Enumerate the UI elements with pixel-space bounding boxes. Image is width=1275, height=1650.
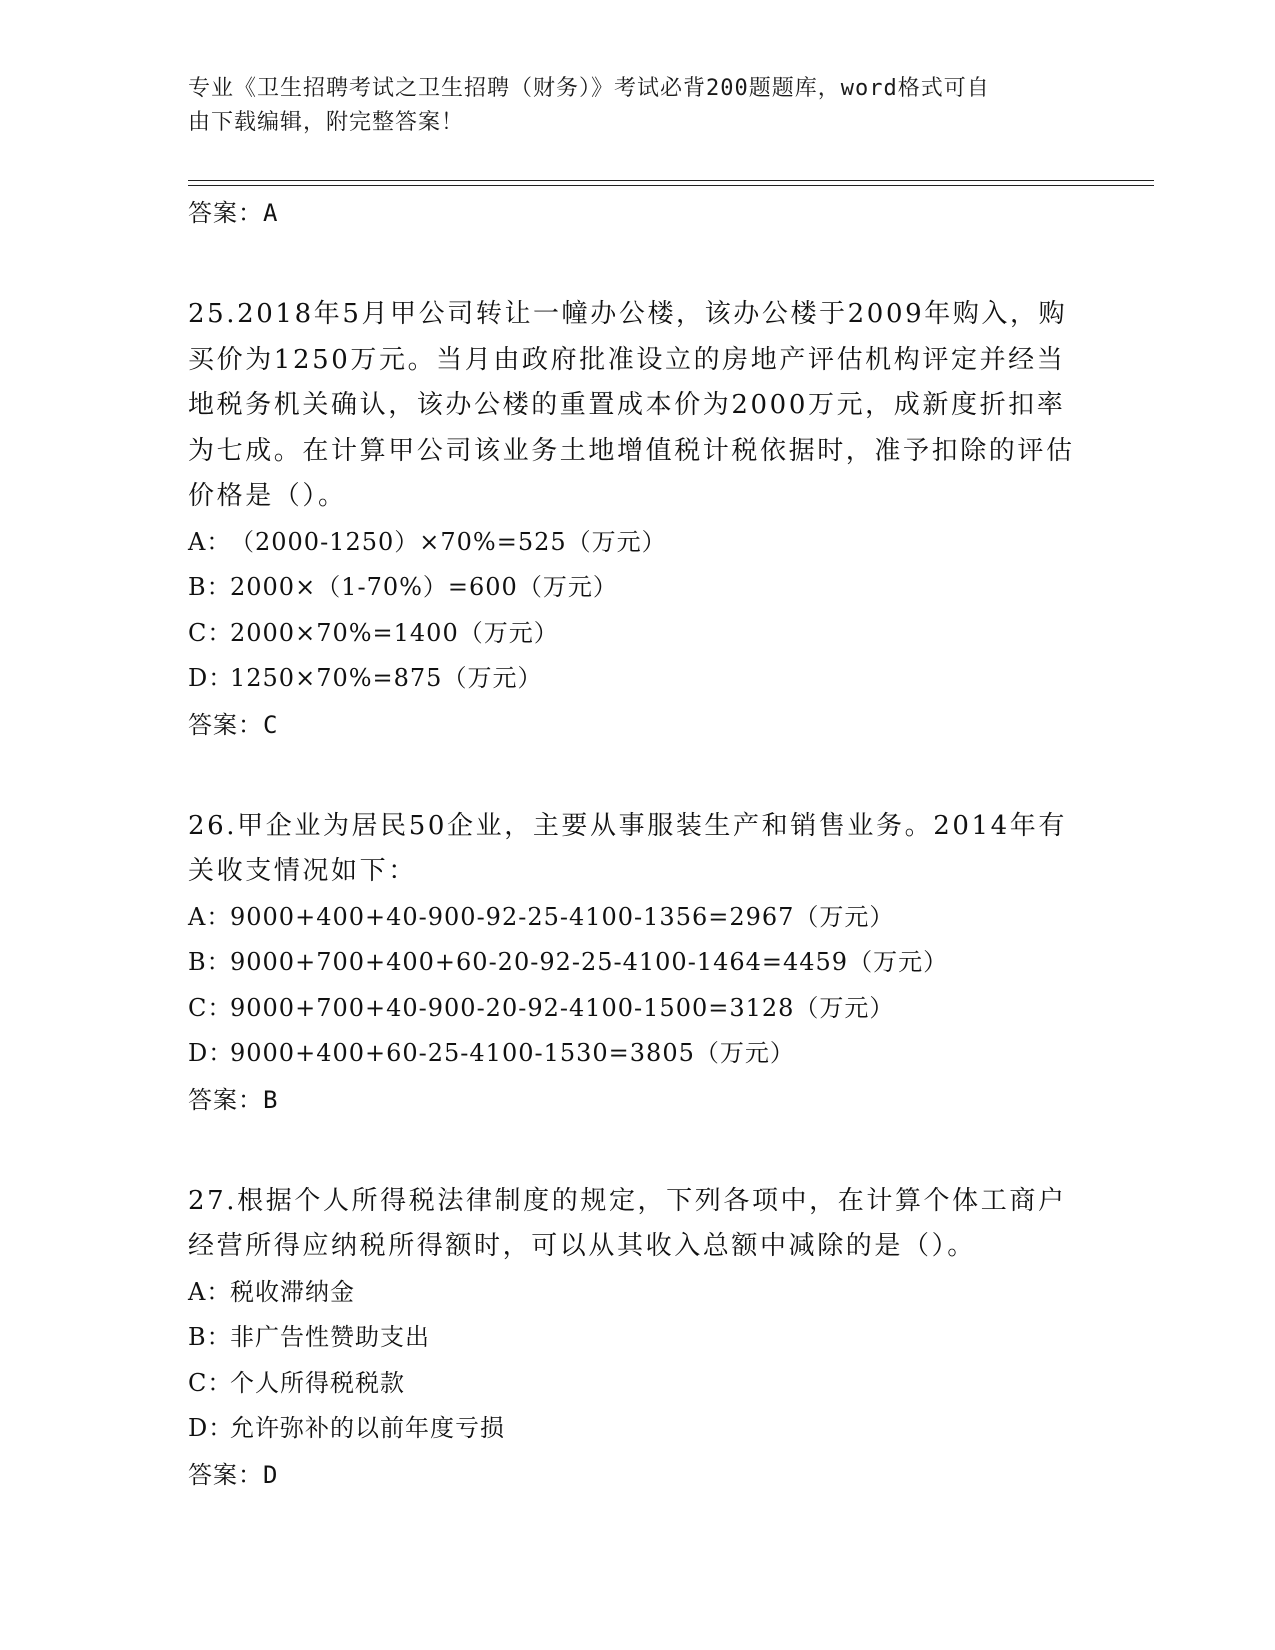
- option-letter: C：: [188, 1368, 233, 1397]
- option-d: [188, 1031, 1088, 1077]
- answer-line: 答案：B: [188, 1085, 279, 1114]
- option-d: [188, 656, 1088, 702]
- option-text: 9000+400+40-900-92-25-4100-1356=2967（万元）: [230, 902, 895, 931]
- question-stem: 25.2018年5月甲公司转让一幢办公楼，该办公楼于2009年购入，购买价为1250万元。当月由政府批准设立的房地产评估机构评定并经当地税务机关确认，该办公楼的重置成本价为2000万元，成新度折扣率为七成。在计算甲公司该业务土地增值税计税依据时，准予扣除的评估价格是（）。: [188, 299, 1075, 511]
- option-a: [188, 1270, 1088, 1316]
- option-letter: C：: [188, 993, 233, 1022]
- spacer: [188, 236, 1088, 292]
- option-letter: B：: [188, 573, 232, 601]
- option-text: 9000+700+40-900-20-92-4100-1500=3128（万元）: [230, 993, 895, 1022]
- question-block: [188, 1179, 1088, 1498]
- option-a: [188, 895, 1088, 941]
- option-letter: B：: [188, 1323, 232, 1351]
- option-b: [188, 1315, 1088, 1361]
- option-b: [188, 940, 1088, 986]
- option-text: 允许弥补的以前年度亏损: [230, 1414, 505, 1442]
- option-letter: A：: [188, 527, 232, 556]
- option-letter: C：: [188, 618, 233, 647]
- option-text: 个人所得税税款: [230, 1368, 405, 1397]
- option-text: （2000-1250）×70%=525（万元）: [230, 527, 667, 556]
- option-c: [188, 611, 1088, 657]
- option-c: [188, 1361, 1088, 1407]
- header-line-1: 专业《卫生招聘考试之卫生招聘（财务）》考试必背200题题库，word格式可自: [188, 76, 990, 101]
- option-letter: D：: [188, 1414, 234, 1442]
- document-body: [188, 190, 1088, 1498]
- header-divider-top: [188, 180, 1154, 181]
- option-text: 非广告性赞助支出: [230, 1323, 430, 1351]
- option-letter: D：: [188, 1039, 234, 1067]
- answer-line: 答案：C: [188, 710, 279, 739]
- spacer: [188, 748, 1088, 804]
- option-text: 2000×（1-70%）=600（万元）: [230, 573, 618, 601]
- option-a: [188, 520, 1088, 566]
- header-divider-bottom: [188, 185, 1154, 186]
- question-block: [188, 804, 1088, 1123]
- option-d: [188, 1406, 1088, 1452]
- option-text: 9000+400+60-25-4100-1530=3805（万元）: [230, 1039, 795, 1067]
- header-line-2: 由下载编辑，附完整答案！: [188, 110, 465, 135]
- option-text: 2000×70%=1400（万元）: [230, 618, 559, 647]
- page-header: [188, 72, 1068, 140]
- answer-line: 答案：A: [188, 199, 279, 227]
- option-c: [188, 986, 1088, 1032]
- question-stem: 27.根据个人所得税法律制度的规定，下列各项中，在计算个体工商户经营所得应纳税所得额时，可以从其收入总额中减除的是（）。: [188, 1185, 1067, 1261]
- option-letter: B：: [188, 948, 232, 976]
- option-letter: D：: [188, 664, 234, 692]
- option-b: [188, 565, 1088, 611]
- option-text: 1250×70%=875（万元）: [230, 664, 543, 692]
- answer-line: 答案：D: [188, 1460, 279, 1489]
- option-text: 税收滞纳金: [230, 1277, 355, 1306]
- spacer: [188, 1123, 1088, 1179]
- question-stem: 26.甲企业为居民50企业，主要从事服装生产和销售业务。2014年有关收支情况如下：: [188, 810, 1068, 886]
- option-letter: A：: [188, 1277, 232, 1306]
- question-block: [188, 292, 1088, 748]
- option-text: 9000+700+400+60-20-92-25-4100-1464=4459（万元）: [230, 948, 949, 976]
- option-letter: A：: [188, 902, 232, 931]
